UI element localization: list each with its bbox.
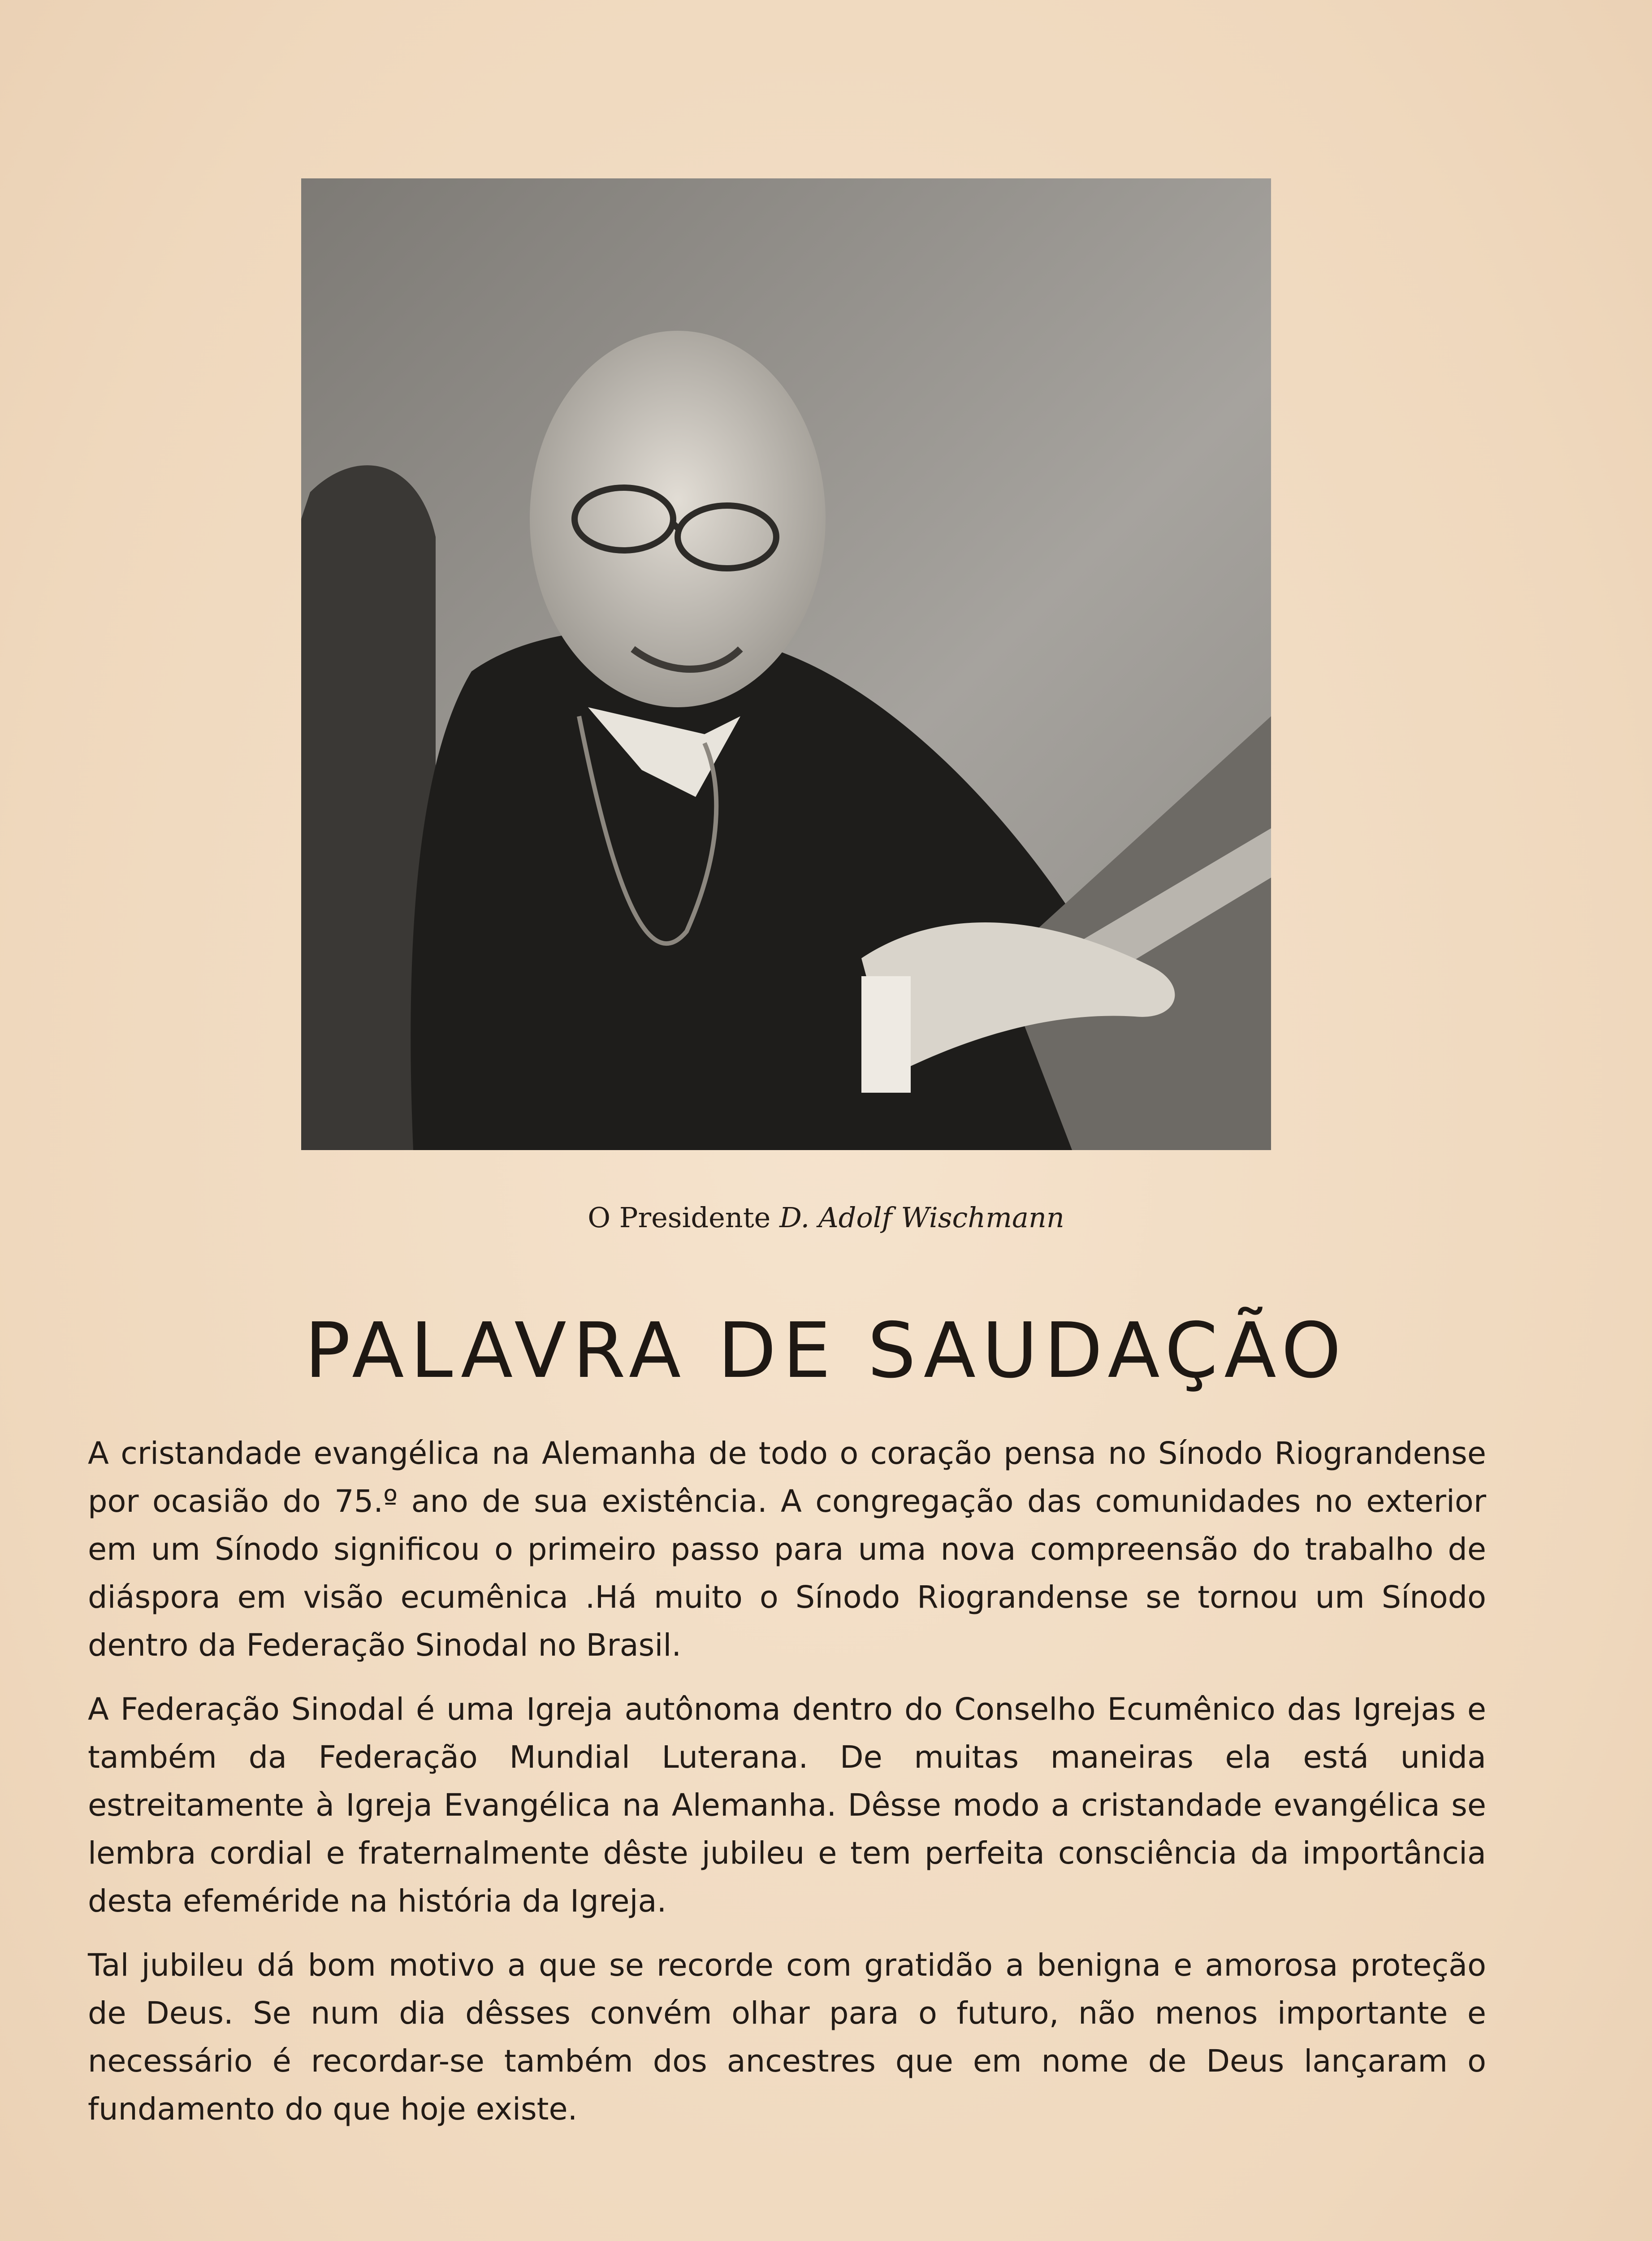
caption-name: D. Adolf Wischmann <box>779 1201 1064 1234</box>
caption-prefix: O Presidente <box>588 1201 771 1234</box>
photo-caption <box>0 1201 1652 1234</box>
page-title: PALAVRA DE SAUDAÇÃO <box>304 1307 1348 1395</box>
article-body <box>88 1430 1486 2150</box>
paragraph: A cristandade evangélica na Alemanha de todo o coração pensa no Sínodo Riograndense por ocasião do 75.º ano de sua existência. A congregação das comunidades no exterior em um Sínodo significou o primeiro passo para uma nova compreensão do trabalho de diáspora em visão ecumênica .Há muito o Sínodo Riograndense se tornou um Sínodo dentro da Federação Sinodal no Brasil. <box>88 1436 1486 1663</box>
paragraph: A Federação Sinodal é uma Igreja autônoma dentro do Conselho Ecumênico das Igrejas e também da Federação Mundial Luterana. De muitas maneiras ela está unida estreitamente à Igreja Evangélica na Alemanha. Dêsse modo a cristandade evangélica se lembra cordial e fraternalmente dêste jubileu e tem perfeita consciência da importância desta efeméride na história da Igreja. <box>88 1692 1486 1919</box>
portrait-photo <box>301 178 1271 1150</box>
portrait-illustration <box>301 178 1271 1150</box>
paragraph: Tal jubileu dá bom motivo a que se recorde com gratidão a benigna e amorosa proteção de Deus. Se num dia dêsses convém olhar para o futuro, não menos importante e necessário é recordar-se também dos ancestres que em nome de Deus lançaram o fundamento do que hoje existe. <box>88 1947 1486 2127</box>
